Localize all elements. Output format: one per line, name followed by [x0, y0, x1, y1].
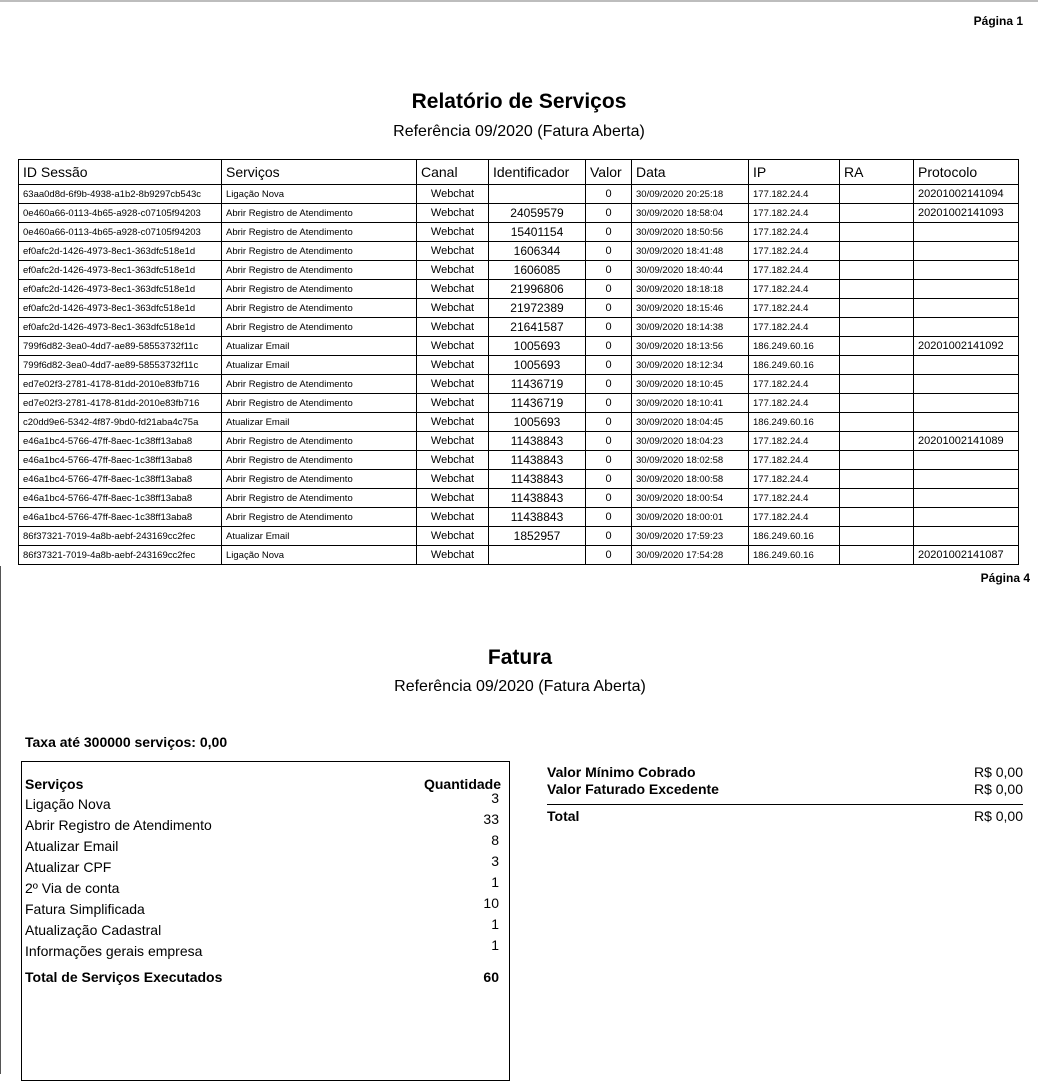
service-cell: Abrir Registro de Atendimento — [222, 204, 417, 223]
min-charge-value: R$ 0,00 — [973, 764, 1023, 780]
protocol-cell: 20201002141092 — [914, 337, 1019, 356]
services-total-row — [25, 969, 499, 985]
date-cell: 30/09/2020 18:18:18 — [632, 280, 749, 299]
channel-cell: Webchat — [417, 508, 489, 527]
date-cell: 30/09/2020 18:10:45 — [632, 375, 749, 394]
service-quantity: 8 — [491, 832, 499, 848]
protocol-cell: 20201002141087 — [914, 546, 1019, 565]
session-id-cell: e46a1bc4-5766-47ff-8aec-1c38ff13aba8 — [19, 432, 222, 451]
session-id-cell: e46a1bc4-5766-47ff-8aec-1c38ff13aba8 — [19, 451, 222, 470]
summary-total-label: Total — [547, 808, 580, 824]
service-cell: Ligação Nova — [222, 546, 417, 565]
session-id-cell: ed7e02f3-2781-4178-81dd-2010e83fb716 — [19, 375, 222, 394]
service-name: 2º Via de conta — [25, 880, 120, 896]
value-cell: 0 — [586, 242, 632, 261]
ip-cell: 186.249.60.16 — [749, 337, 840, 356]
session-id-cell: e46a1bc4-5766-47ff-8aec-1c38ff13aba8 — [19, 489, 222, 508]
service-cell: Abrir Registro de Atendimento — [222, 242, 417, 261]
identifier-cell — [489, 185, 586, 204]
protocol-cell — [914, 451, 1019, 470]
service-name: Ligação Nova — [25, 796, 111, 812]
ra-cell — [840, 337, 914, 356]
date-cell: 30/09/2020 18:41:48 — [632, 242, 749, 261]
page-number: Página 4 — [980, 571, 1030, 585]
ip-cell: 177.182.24.4 — [749, 394, 840, 413]
excess-label: Valor Faturado Excedente — [547, 781, 719, 797]
service-quantity: 1 — [491, 937, 499, 953]
date-cell: 30/09/2020 18:40:44 — [632, 261, 749, 280]
invoice-page — [0, 566, 1038, 1074]
ra-cell — [840, 242, 914, 261]
protocol-cell: 20201002141089 — [914, 432, 1019, 451]
ip-cell: 177.182.24.4 — [749, 299, 840, 318]
table-header-row — [19, 160, 1019, 185]
date-cell: 30/09/2020 18:50:56 — [632, 223, 749, 242]
session-id-cell: 63aa0d8d-6f9b-4938-a1b2-8b9297cb543c — [19, 185, 222, 204]
channel-cell: Webchat — [417, 185, 489, 204]
table-row — [19, 375, 1019, 394]
service-name: Atualizar CPF — [25, 859, 112, 875]
channel-cell: Webchat — [417, 280, 489, 299]
session-id-cell: e46a1bc4-5766-47ff-8aec-1c38ff13aba8 — [19, 470, 222, 489]
identifier-cell: 21996806 — [489, 280, 586, 299]
identifier-cell: 1606085 — [489, 261, 586, 280]
services-report-table — [18, 159, 1019, 565]
services-quantity-box — [21, 761, 510, 1081]
service-row — [25, 937, 499, 959]
quantity-header: Quantidade — [423, 776, 501, 792]
ip-cell: 186.249.60.16 — [749, 413, 840, 432]
summary-total-row — [547, 808, 1023, 825]
service-quantity: 3 — [491, 853, 499, 869]
channel-cell: Webchat — [417, 242, 489, 261]
table-row — [19, 337, 1019, 356]
session-id-cell: 799f6d82-3ea0-4dd7-ae89-58553732f11c — [19, 337, 222, 356]
ra-cell — [840, 527, 914, 546]
table-row — [19, 356, 1019, 375]
service-row — [25, 916, 499, 938]
ra-cell — [840, 451, 914, 470]
protocol-cell — [914, 527, 1019, 546]
date-cell: 30/09/2020 18:02:58 — [632, 451, 749, 470]
column-header: Canal — [417, 160, 489, 185]
report-subtitle: Referência 09/2020 (Fatura Aberta) — [393, 123, 645, 140]
session-id-cell: 799f6d82-3ea0-4dd7-ae89-58553732f11c — [19, 356, 222, 375]
channel-cell: Webchat — [417, 318, 489, 337]
table-row — [19, 527, 1019, 546]
service-cell: Abrir Registro de Atendimento — [222, 489, 417, 508]
ip-cell: 177.182.24.4 — [749, 318, 840, 337]
session-id-cell: 0e460a66-0113-4b65-a928-c07105f94203 — [19, 223, 222, 242]
date-cell: 30/09/2020 18:13:56 — [632, 337, 749, 356]
services-total-value: 60 — [483, 969, 499, 985]
protocol-cell — [914, 261, 1019, 280]
service-cell: Abrir Registro de Atendimento — [222, 318, 417, 337]
service-cell: Abrir Registro de Atendimento — [222, 261, 417, 280]
table-row — [19, 185, 1019, 204]
ra-cell — [840, 375, 914, 394]
channel-cell: Webchat — [417, 546, 489, 565]
table-row — [19, 299, 1019, 318]
value-cell: 0 — [586, 375, 632, 394]
column-header: Protocolo — [914, 160, 1019, 185]
value-cell: 0 — [586, 546, 632, 565]
column-header: Data — [632, 160, 749, 185]
value-cell: 0 — [586, 318, 632, 337]
identifier-cell — [489, 546, 586, 565]
service-quantity: 3 — [491, 790, 499, 806]
protocol-cell — [914, 413, 1019, 432]
table-row — [19, 489, 1019, 508]
identifier-cell: 24059579 — [489, 204, 586, 223]
table-row — [19, 432, 1019, 451]
table-row — [19, 451, 1019, 470]
protocol-cell — [914, 242, 1019, 261]
channel-cell: Webchat — [417, 223, 489, 242]
service-cell: Ligação Nova — [222, 185, 417, 204]
value-cell: 0 — [586, 508, 632, 527]
table-row — [19, 280, 1019, 299]
session-id-cell: ef0afc2d-1426-4973-8ec1-363dfc518e1d — [19, 318, 222, 337]
protocol-cell: 20201002141093 — [914, 204, 1019, 223]
table-row — [19, 394, 1019, 413]
ip-cell: 177.182.24.4 — [749, 242, 840, 261]
column-header: Serviços — [222, 160, 417, 185]
ip-cell: 177.182.24.4 — [749, 204, 840, 223]
channel-cell: Webchat — [417, 470, 489, 489]
table-row — [19, 223, 1019, 242]
table-row — [19, 242, 1019, 261]
service-name: Fatura Simplificada — [25, 901, 145, 917]
ip-cell: 186.249.60.16 — [749, 356, 840, 375]
identifier-cell: 11438843 — [489, 508, 586, 527]
value-cell: 0 — [586, 470, 632, 489]
protocol-cell — [914, 356, 1019, 375]
column-header: IP — [749, 160, 840, 185]
date-cell: 30/09/2020 18:14:38 — [632, 318, 749, 337]
table-row — [19, 204, 1019, 223]
channel-cell: Webchat — [417, 451, 489, 470]
service-quantity: 10 — [483, 895, 499, 911]
identifier-cell: 21641587 — [489, 318, 586, 337]
identifier-cell: 11438843 — [489, 470, 586, 489]
page-number: Página 1 — [973, 14, 1023, 28]
date-cell: 30/09/2020 17:59:23 — [632, 527, 749, 546]
protocol-cell — [914, 299, 1019, 318]
date-cell: 30/09/2020 18:15:46 — [632, 299, 749, 318]
channel-cell: Webchat — [417, 337, 489, 356]
session-id-cell: 86f37321-7019-4a8b-aebf-243169cc2fec — [19, 527, 222, 546]
channel-cell: Webchat — [417, 489, 489, 508]
summary-divider — [547, 804, 1023, 805]
channel-cell: Webchat — [417, 204, 489, 223]
table-row — [19, 261, 1019, 280]
session-id-cell: ef0afc2d-1426-4973-8ec1-363dfc518e1d — [19, 261, 222, 280]
ra-cell — [840, 318, 914, 337]
service-row — [25, 790, 499, 812]
service-cell: Abrir Registro de Atendimento — [222, 299, 417, 318]
value-cell: 0 — [586, 185, 632, 204]
date-cell: 30/09/2020 18:04:45 — [632, 413, 749, 432]
channel-cell: Webchat — [417, 356, 489, 375]
identifier-cell: 1005693 — [489, 356, 586, 375]
ip-cell: 177.182.24.4 — [749, 470, 840, 489]
value-cell: 0 — [586, 299, 632, 318]
value-cell: 0 — [586, 261, 632, 280]
excess-row — [547, 781, 1023, 798]
service-row — [25, 832, 499, 854]
service-row — [25, 895, 499, 917]
ra-cell — [840, 261, 914, 280]
service-row — [25, 853, 499, 875]
ra-cell — [840, 508, 914, 527]
ip-cell: 186.249.60.16 — [749, 546, 840, 565]
date-cell: 30/09/2020 18:10:41 — [632, 394, 749, 413]
table-row — [19, 546, 1019, 565]
column-header: ID Sessão — [19, 160, 222, 185]
protocol-cell — [914, 223, 1019, 242]
service-cell: Abrir Registro de Atendimento — [222, 432, 417, 451]
ip-cell: 177.182.24.4 — [749, 451, 840, 470]
services-header-row — [25, 776, 499, 792]
service-quantity: 1 — [491, 874, 499, 890]
service-cell: Abrir Registro de Atendimento — [222, 280, 417, 299]
service-cell: Abrir Registro de Atendimento — [222, 508, 417, 527]
value-cell: 0 — [586, 527, 632, 546]
identifier-cell: 11438843 — [489, 489, 586, 508]
service-row — [25, 874, 499, 896]
ra-cell — [840, 470, 914, 489]
date-cell: 30/09/2020 18:00:01 — [632, 508, 749, 527]
excess-value: R$ 0,00 — [973, 781, 1023, 797]
ip-cell: 177.182.24.4 — [749, 185, 840, 204]
session-id-cell: ef0afc2d-1426-4973-8ec1-363dfc518e1d — [19, 280, 222, 299]
service-name: Informações gerais empresa — [25, 943, 203, 959]
service-cell: Abrir Registro de Atendimento — [222, 394, 417, 413]
ip-cell: 177.182.24.4 — [749, 432, 840, 451]
ra-cell — [840, 356, 914, 375]
ra-cell — [840, 204, 914, 223]
identifier-cell: 21972389 — [489, 299, 586, 318]
value-cell: 0 — [586, 413, 632, 432]
service-row — [25, 811, 499, 833]
ra-cell — [840, 413, 914, 432]
service-cell: Abrir Registro de Atendimento — [222, 223, 417, 242]
column-header: Valor — [586, 160, 632, 185]
service-cell: Atualizar Email — [222, 413, 417, 432]
value-cell: 0 — [586, 356, 632, 375]
column-header: Identificador — [489, 160, 586, 185]
table-row — [19, 508, 1019, 527]
channel-cell: Webchat — [417, 299, 489, 318]
identifier-cell: 1852957 — [489, 527, 586, 546]
date-cell: 30/09/2020 17:54:28 — [632, 546, 749, 565]
date-cell: 30/09/2020 18:00:58 — [632, 470, 749, 489]
table-row — [19, 413, 1019, 432]
ip-cell: 177.182.24.4 — [749, 261, 840, 280]
ra-cell — [840, 185, 914, 204]
ra-cell — [840, 546, 914, 565]
value-cell: 0 — [586, 280, 632, 299]
session-id-cell: c20dd9e6-5342-4f87-9bd0-fd21aba4c75a — [19, 413, 222, 432]
service-cell: Abrir Registro de Atendimento — [222, 375, 417, 394]
min-charge-label: Valor Mínimo Cobrado — [547, 764, 696, 780]
protocol-cell — [914, 318, 1019, 337]
session-id-cell: ed7e02f3-2781-4178-81dd-2010e83fb716 — [19, 394, 222, 413]
identifier-cell: 11438843 — [489, 451, 586, 470]
service-name: Abrir Registro de Atendimento — [25, 817, 212, 833]
protocol-cell — [914, 394, 1019, 413]
service-cell: Abrir Registro de Atendimento — [222, 451, 417, 470]
identifier-cell: 1606344 — [489, 242, 586, 261]
service-cell: Atualizar Email — [222, 356, 417, 375]
services-total-label: Total de Serviços Executados — [25, 969, 223, 985]
ra-cell — [840, 223, 914, 242]
protocol-cell: 20201002141094 — [914, 185, 1019, 204]
fee-line: Taxa até 300000 serviços: 0,00 — [25, 734, 228, 750]
ra-cell — [840, 394, 914, 413]
identifier-cell: 1005693 — [489, 413, 586, 432]
invoice-summary — [547, 764, 1023, 825]
table-row — [19, 318, 1019, 337]
channel-cell: Webchat — [417, 394, 489, 413]
service-quantity: 1 — [491, 916, 499, 932]
value-cell: 0 — [586, 451, 632, 470]
session-id-cell: e46a1bc4-5766-47ff-8aec-1c38ff13aba8 — [19, 508, 222, 527]
value-cell: 0 — [586, 223, 632, 242]
value-cell: 0 — [586, 432, 632, 451]
channel-cell: Webchat — [417, 413, 489, 432]
service-name: Atualização Cadastral — [25, 922, 162, 938]
session-id-cell: 0e460a66-0113-4b65-a928-c07105f94203 — [19, 204, 222, 223]
channel-cell: Webchat — [417, 527, 489, 546]
date-cell: 30/09/2020 18:58:04 — [632, 204, 749, 223]
report-title: Relatório de Serviços — [411, 90, 627, 113]
value-cell: 0 — [586, 337, 632, 356]
ip-cell: 177.182.24.4 — [749, 223, 840, 242]
channel-cell: Webchat — [417, 375, 489, 394]
ip-cell: 177.182.24.4 — [749, 280, 840, 299]
value-cell: 0 — [586, 394, 632, 413]
ra-cell — [840, 432, 914, 451]
ip-cell: 177.182.24.4 — [749, 508, 840, 527]
session-id-cell: 86f37321-7019-4a8b-aebf-243169cc2fec — [19, 546, 222, 565]
invoice-subtitle: Referência 09/2020 (Fatura Aberta) — [394, 678, 646, 695]
service-quantity: 33 — [483, 811, 499, 827]
identifier-cell: 11436719 — [489, 394, 586, 413]
ip-cell: 177.182.24.4 — [749, 489, 840, 508]
min-charge-row — [547, 764, 1023, 781]
value-cell: 0 — [586, 204, 632, 223]
protocol-cell — [914, 375, 1019, 394]
protocol-cell — [914, 508, 1019, 527]
ip-cell: 177.182.24.4 — [749, 375, 840, 394]
identifier-cell: 15401154 — [489, 223, 586, 242]
service-cell: Atualizar Email — [222, 527, 417, 546]
identifier-cell: 11438843 — [489, 432, 586, 451]
identifier-cell: 11436719 — [489, 375, 586, 394]
service-name: Atualizar Email — [25, 838, 119, 854]
column-header: RA — [840, 160, 914, 185]
date-cell: 30/09/2020 18:12:34 — [632, 356, 749, 375]
ra-cell — [840, 489, 914, 508]
date-cell: 30/09/2020 18:00:54 — [632, 489, 749, 508]
protocol-cell — [914, 470, 1019, 489]
protocol-cell — [914, 489, 1019, 508]
value-cell: 0 — [586, 489, 632, 508]
ra-cell — [840, 280, 914, 299]
table-row — [19, 470, 1019, 489]
invoice-title: Fatura — [487, 646, 553, 669]
ip-cell: 186.249.60.16 — [749, 527, 840, 546]
service-cell: Abrir Registro de Atendimento — [222, 470, 417, 489]
session-id-cell: ef0afc2d-1426-4973-8ec1-363dfc518e1d — [19, 299, 222, 318]
services-header: Serviços — [25, 776, 84, 792]
protocol-cell — [914, 280, 1019, 299]
date-cell: 30/09/2020 18:04:23 — [632, 432, 749, 451]
service-cell: Atualizar Email — [222, 337, 417, 356]
channel-cell: Webchat — [417, 261, 489, 280]
session-id-cell: ef0afc2d-1426-4973-8ec1-363dfc518e1d — [19, 242, 222, 261]
summary-total-value: R$ 0,00 — [973, 808, 1023, 824]
channel-cell: Webchat — [417, 432, 489, 451]
ra-cell — [840, 299, 914, 318]
identifier-cell: 1005693 — [489, 337, 586, 356]
date-cell: 30/09/2020 20:25:18 — [632, 185, 749, 204]
